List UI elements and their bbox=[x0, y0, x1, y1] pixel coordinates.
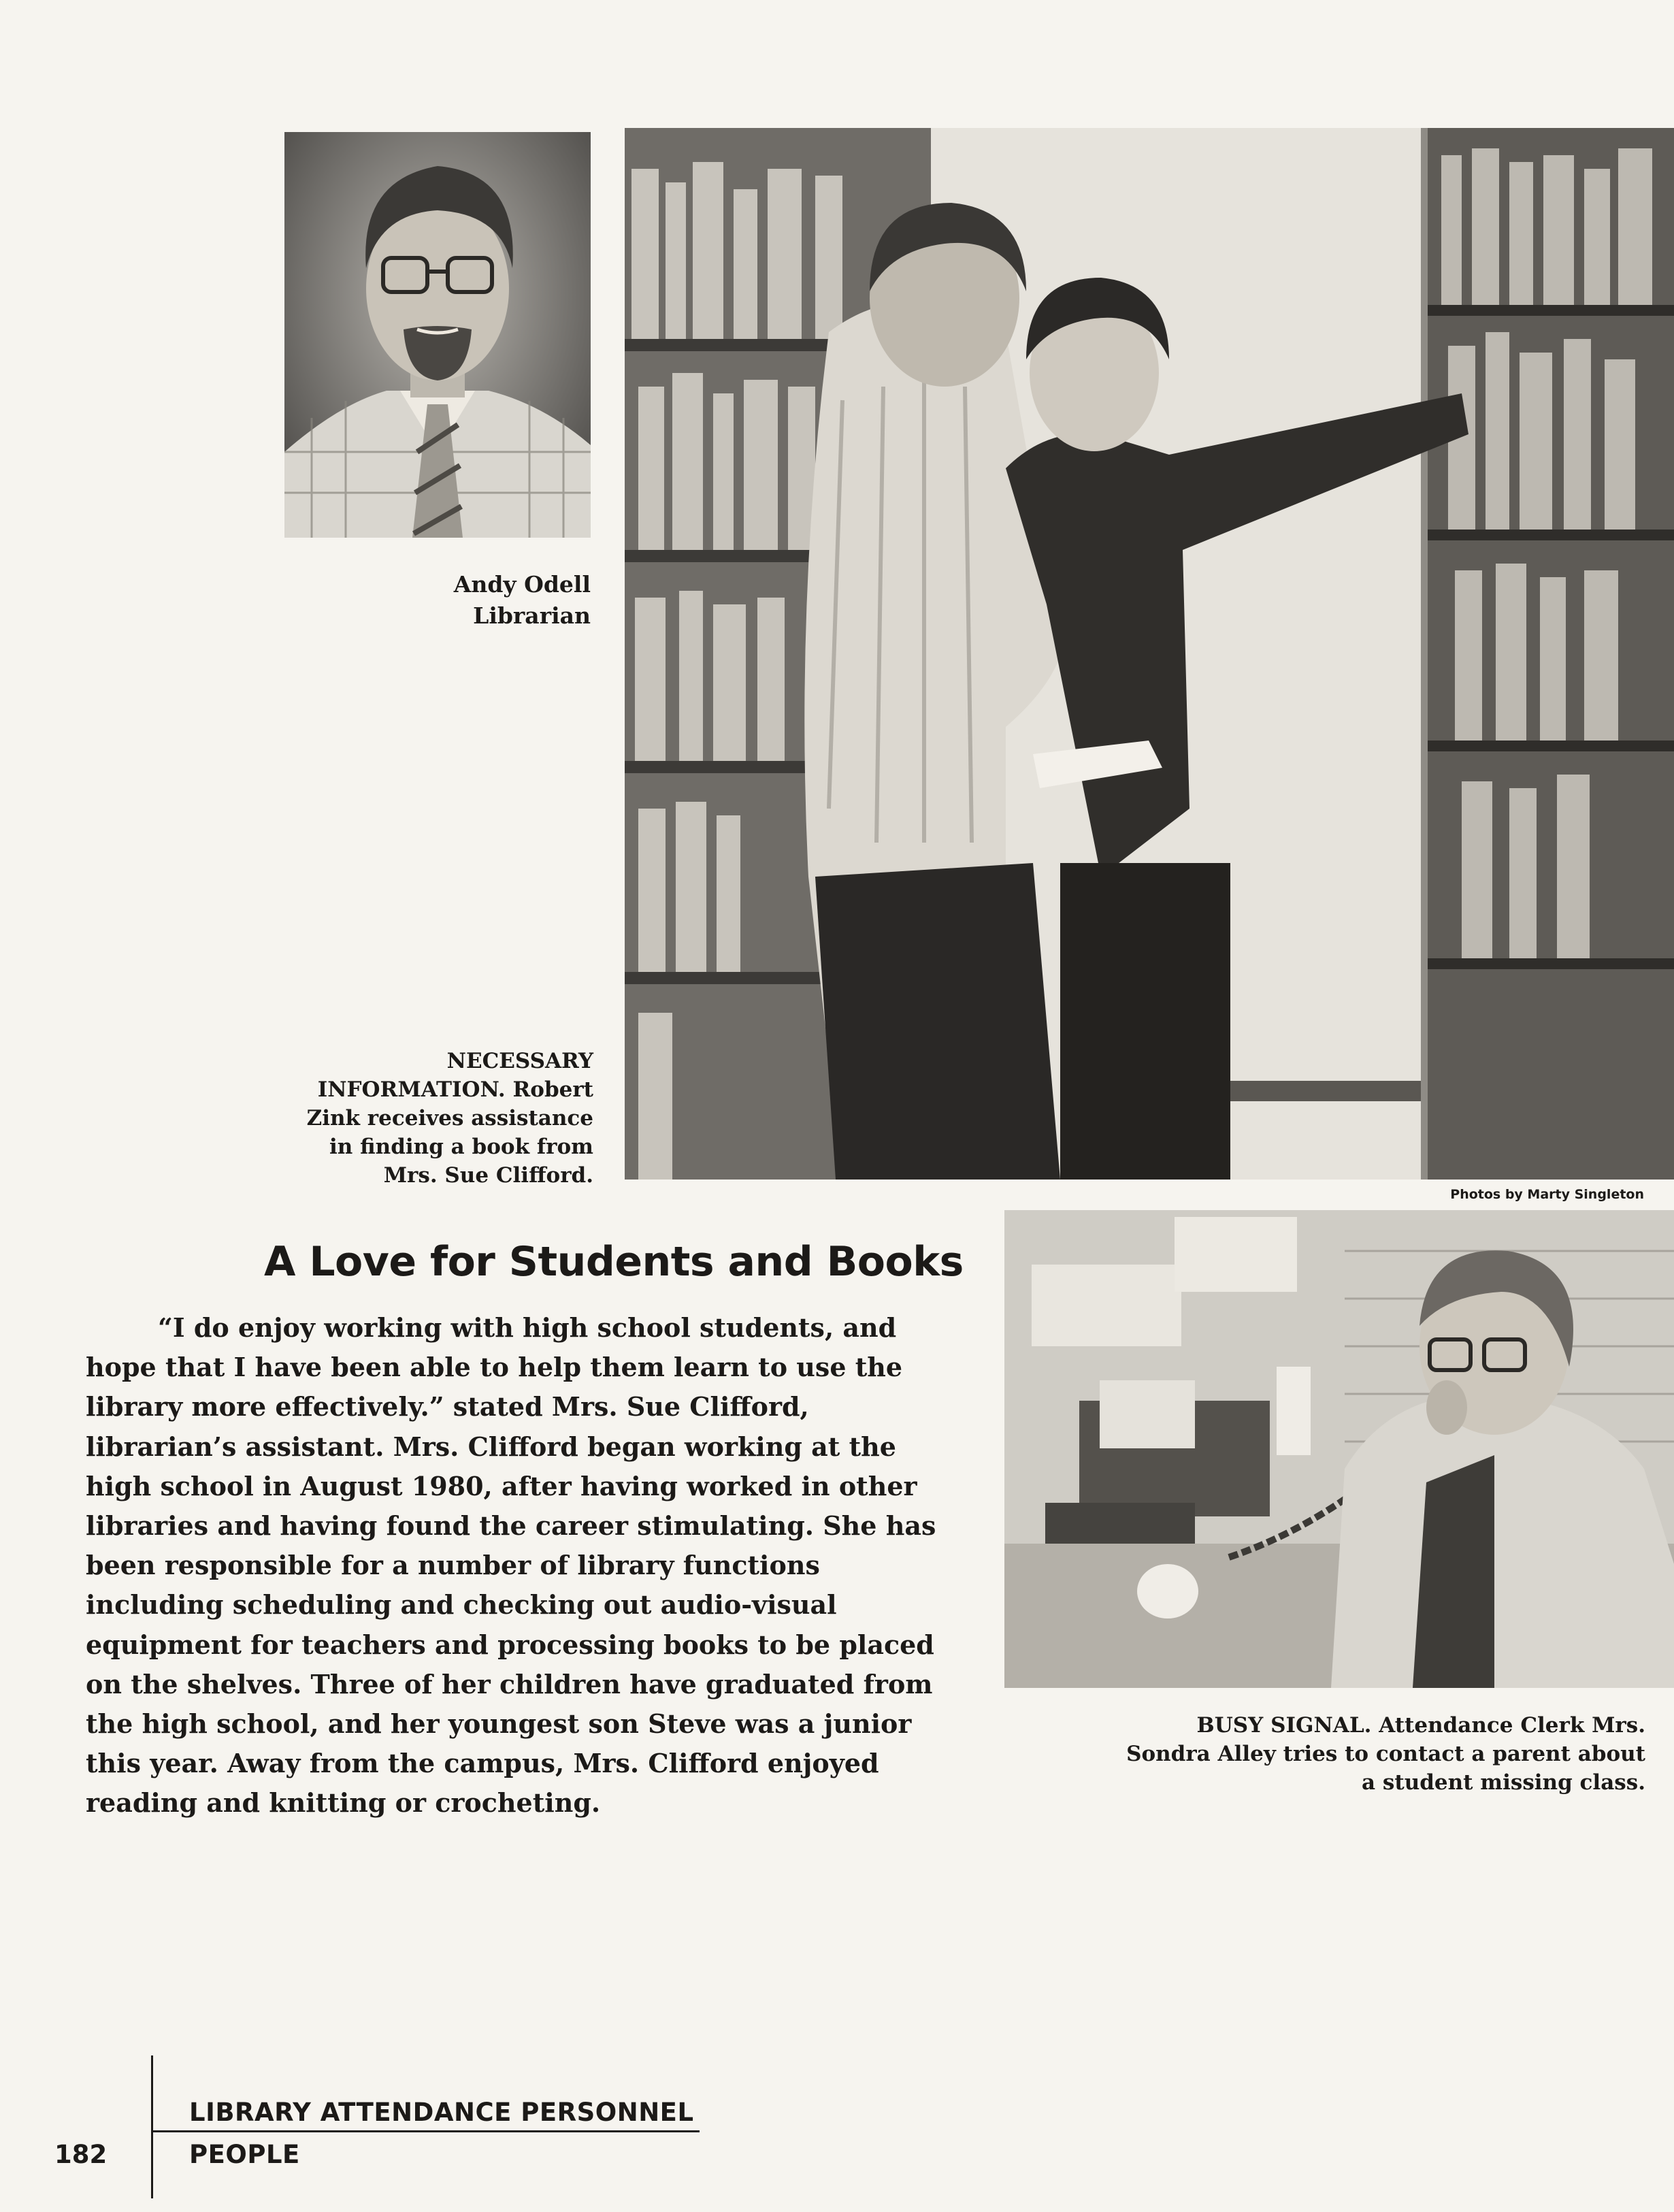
article-line: been responsible for a number of library functions bbox=[86, 1550, 820, 1581]
photo-credit: Photos by Marty Singleton bbox=[1450, 1187, 1644, 1202]
article-line: reading and knitting or crocheting. bbox=[86, 1787, 601, 1819]
library-caption-line: in finding a book from bbox=[329, 1135, 593, 1159]
article-line: library more effectively.” stated Mrs. Sue Clifford, bbox=[86, 1391, 809, 1422]
article-line: hope that I have been able to help them learn to use the bbox=[86, 1352, 903, 1383]
phone-caption-line: a student missing class. bbox=[1362, 1770, 1645, 1795]
footer-category: PEOPLE bbox=[189, 2140, 300, 2169]
phone-photo bbox=[1004, 1210, 1674, 1688]
library-photo-caption bbox=[259, 1047, 593, 1190]
article-body bbox=[86, 1308, 970, 1823]
phone-photo-caption bbox=[1062, 1711, 1645, 1797]
page-number: 182 bbox=[54, 2140, 108, 2169]
footer-rule bbox=[151, 2130, 700, 2132]
phone-caption-line: Sondra Alley tries to contact a parent about bbox=[1126, 1742, 1645, 1766]
library-caption-line: Mrs. Sue Clifford. bbox=[383, 1163, 593, 1188]
article-line: including scheduling and checking out audio-visual bbox=[86, 1589, 837, 1621]
library-photo bbox=[625, 128, 1674, 1180]
article-headline: A Love for Students and Books bbox=[264, 1238, 964, 1286]
article-line: high school in August 1980, after having worked in other bbox=[86, 1470, 917, 1501]
phone-caption-line: BUSY SIGNAL. Attendance Clerk Mrs. bbox=[1196, 1713, 1645, 1738]
portrait-photo bbox=[284, 132, 591, 538]
article-line: “I do enjoy working with high school students, and bbox=[158, 1312, 897, 1343]
footer-vertical-rule bbox=[151, 2055, 153, 2198]
article-line: librarian’s assistant. Mrs. Clifford began working at the bbox=[86, 1431, 896, 1462]
article-line: this year. Away from the campus, Mrs. Clifford enjoyed bbox=[86, 1748, 879, 1779]
portrait-name: Andy Odell bbox=[453, 571, 591, 598]
portrait-caption bbox=[408, 569, 591, 632]
article-line: equipment for teachers and processing books to be placed bbox=[86, 1629, 934, 1660]
library-caption-line: NECESSARY bbox=[446, 1049, 593, 1073]
article-line: on the shelves. Three of her children have graduated from bbox=[86, 1668, 933, 1699]
library-caption-line: Zink receives assistance bbox=[306, 1106, 593, 1131]
article-line: libraries and having found the career stimulating. She has bbox=[86, 1510, 936, 1542]
footer-section-title: LIBRARY ATTENDANCE PERSONNEL bbox=[189, 2098, 694, 2127]
portrait-title: Librarian bbox=[473, 602, 591, 629]
article-line: the high school, and her youngest son Steve was a junior bbox=[86, 1708, 912, 1740]
library-caption-line: INFORMATION. Robert bbox=[317, 1077, 593, 1102]
